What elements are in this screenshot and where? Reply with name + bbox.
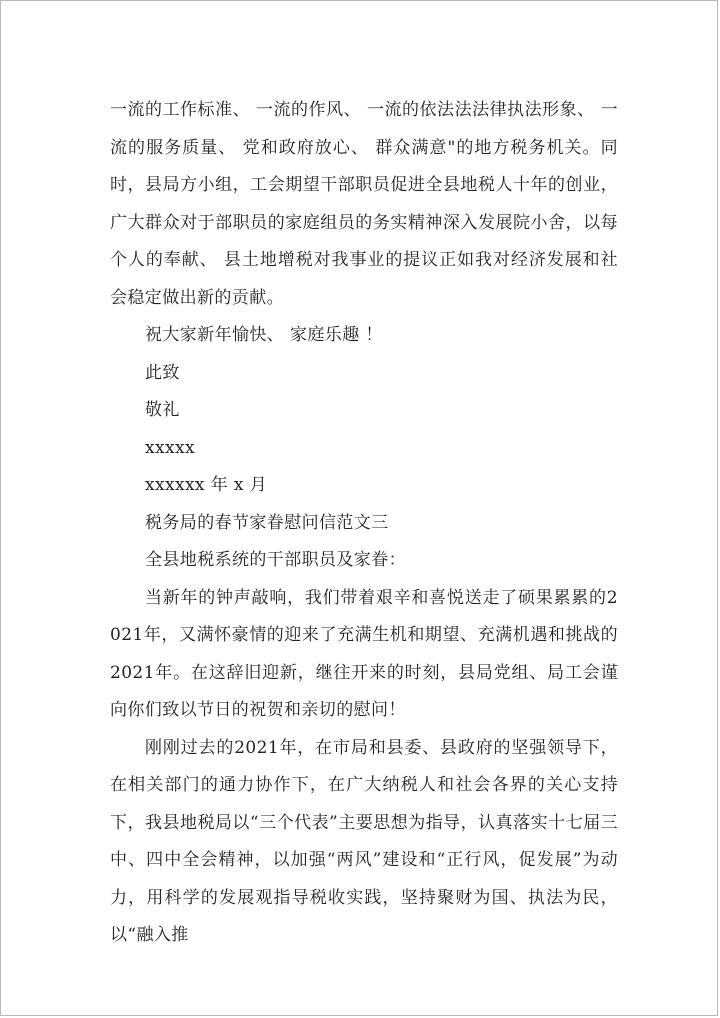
paragraph-new-year: 当新年的钟声敲响，我们带着艰辛和喜悦送走了硕果累累的2021年，又满怀豪情的迎来了充满生机和期望、充满机遇和挑战的2021年。在这辞旧迎新，继往开来的时刻，县局党组、局工会谨向你们致以节日的祝贺和亲切的慰问！ (110, 587, 618, 720)
signature-date: xxxxxx 年 x 月 (145, 475, 268, 495)
closing-line-1: 此致 (145, 362, 180, 383)
salutation: 全县地税系统的干部职员及家眷： (145, 550, 406, 570)
closing-line-2: 敬礼 (145, 400, 180, 420)
signature-name: xxxxx (145, 437, 195, 458)
paragraph-review: 刚刚过去的2021年，在市局和县委、县政府的坚强领导下，在相关部门的通力协作下，在广大纳税人和社会各界的关心支持下，我县地税局以“三个代表”主要思想为指导，认真落实十七届三中、四中全会精神，以加强“两风”建设和“正行风，促发展”为动力，用科学的发展观指导税收实践，坚持聚财为国、执法为民，以“融入推 (110, 737, 618, 945)
document-body (110, 92, 618, 955)
greeting-line: 祝大家新年愉快、 家庭乐趣 ！ (145, 325, 383, 345)
paragraph-continuation: 一流的工作标准、 一流的作风、 一流的依法法法律执法形象、 一流的服务质量、 党和政府放心、 群众满意"的地方税务机关。同时，县局方小组，工会期望干部职员促进全县地税人十年的创业，广大群众对于部职员的家庭组员的务实精神深入发展院小舍，以每个人的奉献、 县土地增税对我事业的提议正如我对经济发展和社会稳定做出新的贡献。 (110, 100, 618, 308)
section-title: 税务局的春节家眷慰问信范文三 (145, 512, 389, 533)
